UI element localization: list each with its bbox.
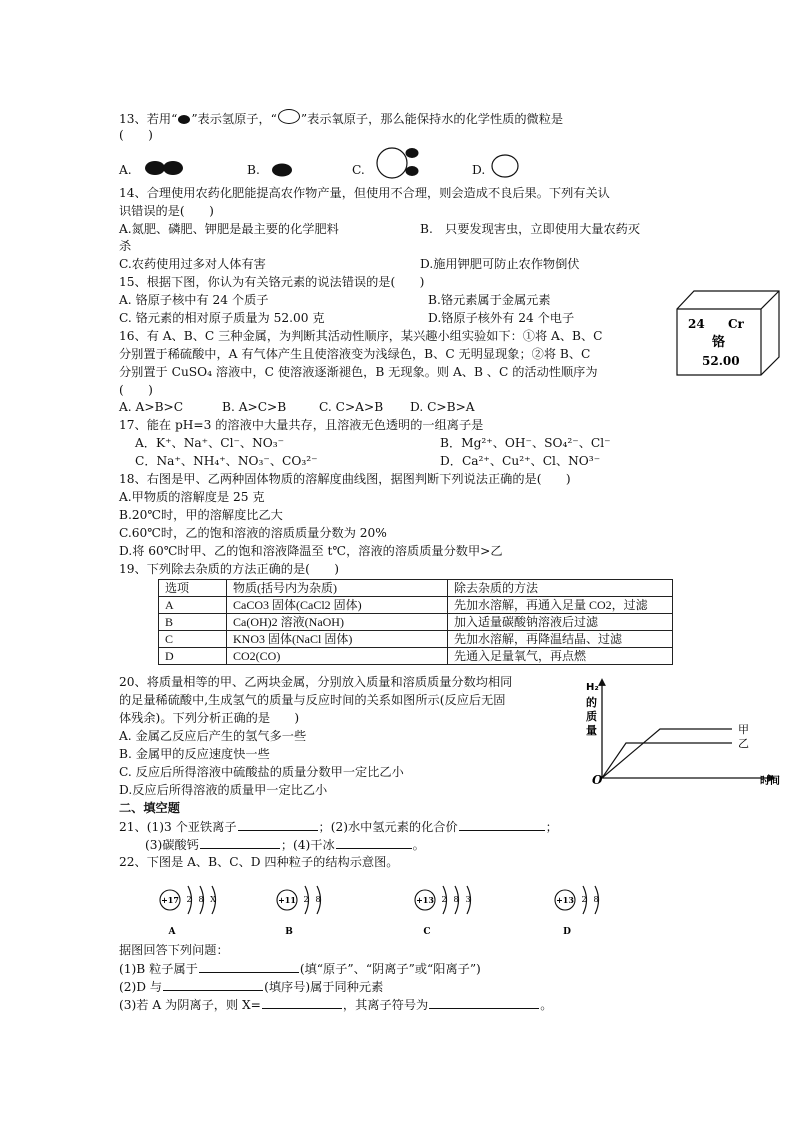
q20-option-a: A. 金属乙反应后产生的氢气多一些 <box>119 729 307 743</box>
q15-option-c: C. 铬元素的相对原子质量为 52.00 克 <box>119 311 325 325</box>
atom-diagram <box>405 874 515 936</box>
hydrogen-atom-icon <box>178 115 190 124</box>
graph-y-label-char: 量 <box>586 724 597 737</box>
shell-electron-count: 8 <box>593 895 599 904</box>
q19-line1: 19、下列除去杂质的方法正确的是( ) <box>119 562 340 576</box>
q22-sub3: (3)若 A 为阴离子，则 X= ，其离子符号为 。 <box>119 998 553 1012</box>
atom-diagram <box>150 874 260 936</box>
q14-option-d: D.施用钾肥可防止农作物倒伏 <box>420 257 580 271</box>
q20-line1: 20、将质量相等的甲、乙两块金属，分别放入质量和溶质质量分数均相同 <box>119 675 513 689</box>
q20-option-d: D.反应后所得溶液的质量甲一定比乙小 <box>119 783 328 797</box>
table-header-cell: 物质(括号内为杂质) <box>227 580 448 597</box>
table-cell: A <box>159 597 227 614</box>
q15-option-b: B.铬元素属于金属元素 <box>428 293 551 307</box>
q17-line1: 17、能在 pH=3 的溶液中大量共存，且溶液无色透明的一组离子是 <box>119 418 484 432</box>
q22-line1: 22、下图是 A、B、C、D 四种粒子的结构示意图。 <box>119 855 399 869</box>
q14-option-b-cont: 杀 <box>119 239 132 253</box>
graph-x-label: 时间 <box>760 776 780 787</box>
q15-option-a: A. 铬原子核中有 24 个质子 <box>119 293 269 307</box>
water-molecule-icon <box>375 146 425 184</box>
graph-y-label-h2: H₂ <box>586 682 599 693</box>
table-header-cell: 除去杂质的方法 <box>448 580 673 597</box>
cube-symbol: Cr <box>728 317 744 331</box>
answer-blank[interactable] <box>238 818 318 831</box>
q13-line1: 13、若用“ ”表示氢原子，“ ”表示氧原子，那么能保持水的化学性质的微粒是 <box>119 109 563 127</box>
answer-blank[interactable] <box>459 818 545 831</box>
table-cell: KNO3 固体(NaCl 固体) <box>227 631 448 648</box>
q17-option-a: A．K⁺、Na⁺、Cl⁻、NO₃⁻ <box>135 436 285 450</box>
section-title: 二、填空题 <box>119 801 180 815</box>
q17-option-c: C．Na⁺、NH₄⁺、NO₃⁻、CO₃²⁻ <box>135 454 318 468</box>
cube-mass: 52.00 <box>702 354 740 368</box>
answer-blank[interactable] <box>199 960 299 973</box>
q16-option-d: D. C>B>A <box>410 400 475 414</box>
table-header-row <box>159 580 673 597</box>
oxygen-atom-icon <box>278 109 300 124</box>
series-jia-label: 甲 <box>738 723 749 736</box>
atom-label: D <box>563 927 571 937</box>
answer-blank[interactable] <box>336 836 412 849</box>
table-cell: CaCO3 固体(CaCl2 固体) <box>227 597 448 614</box>
table-cell: 先通入足量氧气，再点燃 <box>448 648 673 665</box>
shell-electron-count: 3 <box>465 895 471 904</box>
q18-line1: 18、右图是甲、乙两种固体物质的溶解度曲线图，据图判断下列说法正确的是( ) <box>119 472 571 486</box>
table-header-cell: 选项 <box>159 580 227 597</box>
single-hydrogen-atom-icon <box>271 162 297 180</box>
q16-line2: 分别置于稀硫酸中，A 有气体产生且使溶液变为浅绿色，B、C 无明显现象；②将 B、C <box>119 347 591 361</box>
shell-electron-count: 2 <box>303 895 309 904</box>
table-row <box>159 648 673 665</box>
q22-sub2: (2)D 与 (填序号)属于同种元素 <box>119 980 384 994</box>
q18-option-a: A.甲物质的溶解度是 25 克 <box>119 490 265 504</box>
answer-blank[interactable] <box>163 978 263 991</box>
nucleus-charge: +13 <box>556 895 574 905</box>
impurity-table <box>158 579 673 665</box>
q13-paren: ( ) <box>119 128 153 142</box>
q15-line1: 15、根据下图，你认为有关铬元素的说法错误的是( ) <box>119 275 425 289</box>
q20-line3: 体残余)。下列分析正确的是 ) <box>119 711 300 725</box>
table-cell: B <box>159 614 227 631</box>
table-row <box>159 631 673 648</box>
graph-y-label-char: 的 <box>586 696 597 709</box>
q15-option-d: D.铬原子核外有 24 个电子 <box>428 311 575 325</box>
atom-diagram <box>267 874 377 936</box>
graph-origin: O <box>592 773 603 787</box>
q16-line4: ( ) <box>119 383 153 397</box>
hydrogen-time-graph <box>580 676 790 788</box>
shell-electron-count: X <box>210 895 216 904</box>
atom-label: B <box>285 927 293 937</box>
answer-blank[interactable] <box>429 996 539 1009</box>
shell-electron-count: 2 <box>441 895 447 904</box>
atom-label: C <box>423 927 431 937</box>
q14-line1: 14、合理使用农药化肥能提高农作物产量，但使用不合理，则会造成不良后果。下列有关认 <box>119 186 610 200</box>
nucleus-charge: +13 <box>416 895 434 905</box>
q14-line2: 识错误的是( ) <box>119 204 214 218</box>
q16-option-a: A. A>B>C <box>119 400 184 414</box>
shell-electron-count: 8 <box>315 895 321 904</box>
table-cell: 先加水溶解，再通入足量 CO2，过滤 <box>448 597 673 614</box>
cube-name: 铬 <box>712 335 726 350</box>
atom-diagram <box>545 874 655 936</box>
q16-option-c: C. C>A>B <box>319 400 384 414</box>
q13-option-c-label: C. <box>352 163 365 177</box>
table-cell: Ca(OH)2 溶液(NaOH) <box>227 614 448 631</box>
cube-atomic-number: 24 <box>688 317 705 331</box>
q21-line2: (3)碳酸钙 ；(4)干冰 。 <box>145 838 425 852</box>
chromium-element-cube <box>676 290 780 376</box>
q18-option-c: C.60℃时，乙的饱和溶液的溶质质量分数为 20% <box>119 526 387 540</box>
q20-option-c: C. 反应后所得溶液中硫酸盐的质量分数甲一定比乙小 <box>119 765 404 779</box>
shell-electron-count: 8 <box>198 895 204 904</box>
q14-option-a: A.氮肥、磷肥、钾肥是最主要的化学肥料 <box>119 222 339 236</box>
q13-option-b-label: B. <box>247 163 260 177</box>
q21-line1: 21、(1)3 个亚铁离子 ；(2)水中氢元素的化合价 ； <box>119 820 558 834</box>
single-oxygen-atom-icon <box>490 154 522 180</box>
q17-option-d: D．Ca²⁺、Cu²⁺、Cl、NO³⁻ <box>440 454 601 468</box>
q13-option-a-label: A. <box>119 163 132 177</box>
q20-option-b: B. 金属甲的反应速度快一些 <box>119 747 270 761</box>
table-cell: 加入适量碳酸钠溶液后过滤 <box>448 614 673 631</box>
nucleus-charge: +17 <box>161 895 179 905</box>
table-row <box>159 614 673 631</box>
q22-ask: 据图回答下列问题： <box>119 943 229 957</box>
q17-option-b: B．Mg²⁺、OH⁻、SO₄²⁻、Cl⁻ <box>440 436 611 450</box>
shell-electron-count: 2 <box>581 895 587 904</box>
nucleus-charge: +11 <box>278 895 296 905</box>
series-jia-line <box>602 729 732 778</box>
q18-option-b: B.20℃时，甲的溶解度比乙大 <box>119 508 283 522</box>
shell-electron-count: 2 <box>186 895 192 904</box>
answer-blank[interactable] <box>262 996 342 1009</box>
q18-option-d: D.将 60℃时甲、乙的饱和溶液降温至 t℃，溶液的溶质质量分数甲>乙 <box>119 544 503 558</box>
table-cell: 先加水溶解，再降温结晶、过滤 <box>448 631 673 648</box>
answer-blank[interactable] <box>200 836 280 849</box>
q20-line2: 的足量稀硫酸中,生成氢气的质量与反应时间的关系如图所示(反应后无固 <box>119 693 506 707</box>
q14-option-b: B. 只要发现害虫，立即使用大量农药灭 <box>420 222 641 236</box>
q22-sub1: (1)B 粒子属于 (填“原子”、“阴离子”或“阳离子”) <box>119 962 481 976</box>
table-cell: C <box>159 631 227 648</box>
q16-option-b: B. A>C>B <box>222 400 287 414</box>
q13-option-d-label: D. <box>472 163 486 177</box>
table-row <box>159 597 673 614</box>
atom-label: A <box>168 927 176 937</box>
q14-option-c: C.农药使用过多对人体有害 <box>119 257 266 271</box>
graph-y-label-char: 质 <box>586 710 597 723</box>
q16-line3: 分别置于 CuSO₄ 溶液中，C 使溶液逐渐褪色，B 无现象。则 A、B 、C 的活动性顺序为 <box>119 365 598 379</box>
series-yi-label: 乙 <box>738 737 749 750</box>
series-yi-line <box>602 743 732 778</box>
shell-electron-count: 8 <box>453 895 459 904</box>
table-cell: CO2(CO) <box>227 648 448 665</box>
two-hydrogen-atoms-icon <box>143 159 193 179</box>
table-cell: D <box>159 648 227 665</box>
q16-line1: 16、有 A、B、C 三种金属，为判断其活动性顺序，某兴趣小组实验如下：①将 A、B、C <box>119 329 603 343</box>
